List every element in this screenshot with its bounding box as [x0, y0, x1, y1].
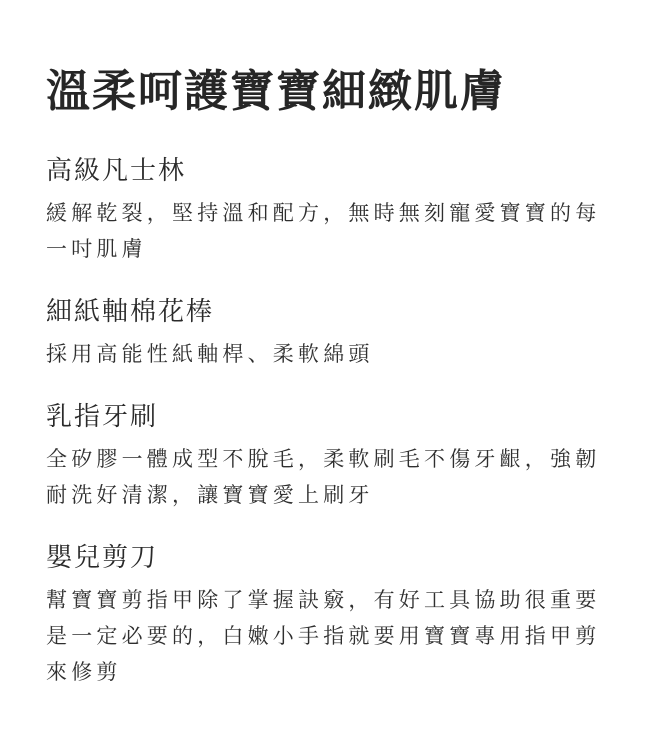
- feature-heading: 細紙軸棉花棒: [46, 297, 215, 327]
- feature-description: 全矽膠一體成型不脫毛，柔軟刷毛不傷牙齦，強韌耐洗好清潔，讓寶寶愛上刷牙: [46, 447, 601, 507]
- page-title: 溫柔呵護寶寶細緻肌膚: [46, 66, 506, 117]
- product-description-page: [46, 62, 616, 690]
- feature-heading: 高級凡士林: [46, 156, 187, 186]
- feature-section-petroleum-jelly: [46, 153, 616, 267]
- feature-heading: 嬰兒剪刀: [46, 543, 159, 573]
- feature-description: 緩解乾裂，堅持溫和配方，無時無刻寵愛寶寶的每一吋肌膚: [46, 201, 601, 261]
- feature-description: 採用高能性紙軸桿、柔軟綿頭: [46, 342, 374, 366]
- feature-section-finger-toothbrush: [46, 399, 616, 513]
- feature-heading: 乳指牙刷: [46, 402, 159, 432]
- feature-section-baby-scissors: [46, 540, 616, 690]
- feature-section-cotton-swab: [46, 294, 616, 372]
- feature-description: 幫寶寶剪指甲除了掌握訣竅，有好工具協助很重要是一定必要的，白嫩小手指就要用寶寶專用指甲剪來修剪: [46, 588, 601, 684]
